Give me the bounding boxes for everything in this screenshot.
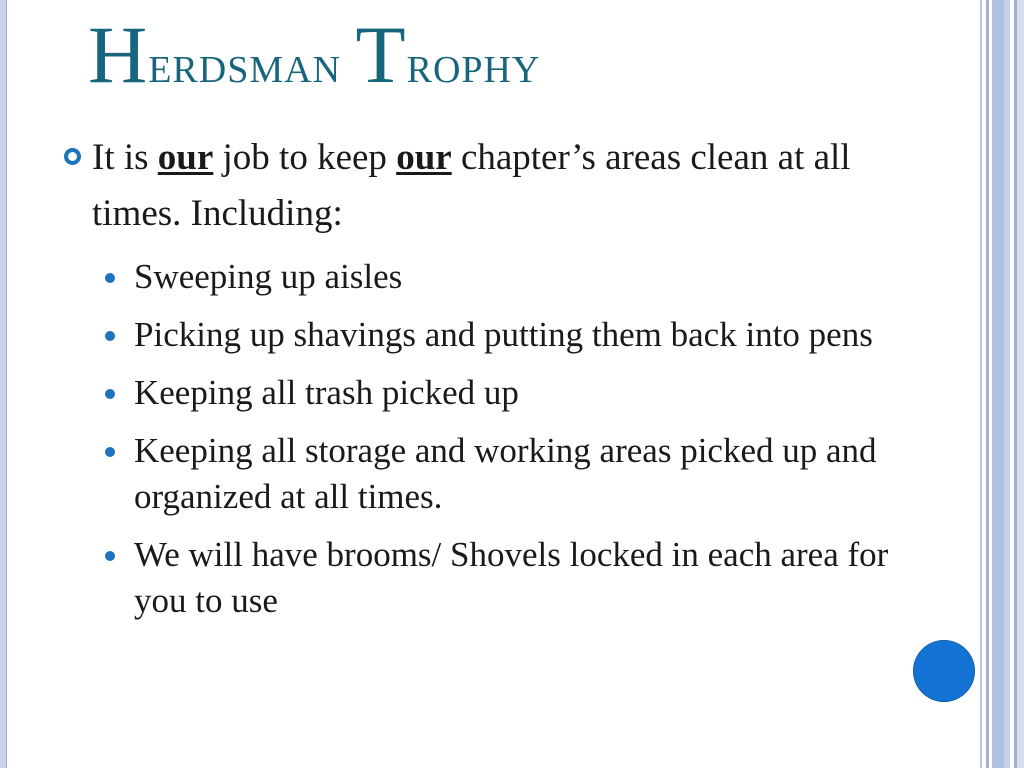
title-initial-2: T — [355, 9, 407, 100]
slide-title — [88, 9, 541, 100]
main-point-text-1: It is — [92, 137, 158, 178]
sub-bullet-text: Sweeping up aisles — [134, 257, 403, 296]
blue-circle-decoration — [913, 640, 975, 702]
emphasis-our-2: our — [396, 137, 452, 178]
dot-bullet-icon — [105, 447, 115, 457]
sub-bullet-item — [134, 312, 894, 358]
emphasis-our-1: our — [157, 137, 214, 178]
sub-bullet-text: Keeping all storage and working areas picked up and organized at all times. — [134, 431, 877, 516]
main-point-text-2: job to keep — [213, 137, 397, 178]
sub-bullet-text: Picking up shavings and putting them back into pens — [134, 315, 873, 354]
sub-bullet-list — [0, 254, 960, 624]
sub-bullet-text: Keeping all trash picked up — [134, 373, 519, 412]
slide-content — [0, 130, 960, 636]
sub-bullet-item — [134, 532, 894, 624]
ring-bullet-icon — [64, 148, 81, 165]
sub-bullet-item — [134, 428, 894, 520]
main-point-text-3: chapter’s areas clean at all times. Including: — [92, 137, 851, 234]
title-rest-1: erdsman — [148, 34, 342, 94]
dot-bullet-icon — [105, 331, 115, 341]
sub-bullet-item — [134, 370, 894, 416]
dot-bullet-icon — [105, 551, 115, 561]
dot-bullet-icon — [105, 273, 115, 283]
title-rest-2: rophy — [406, 34, 541, 94]
dot-bullet-icon — [105, 389, 115, 399]
right-border-decoration — [976, 0, 1024, 768]
sub-bullet-item — [134, 254, 894, 300]
main-bullet-point — [92, 130, 852, 242]
title-initial-1: H — [88, 9, 149, 100]
sub-bullet-text: We will have brooms/ Shovels locked in each area for you to use — [134, 535, 889, 620]
